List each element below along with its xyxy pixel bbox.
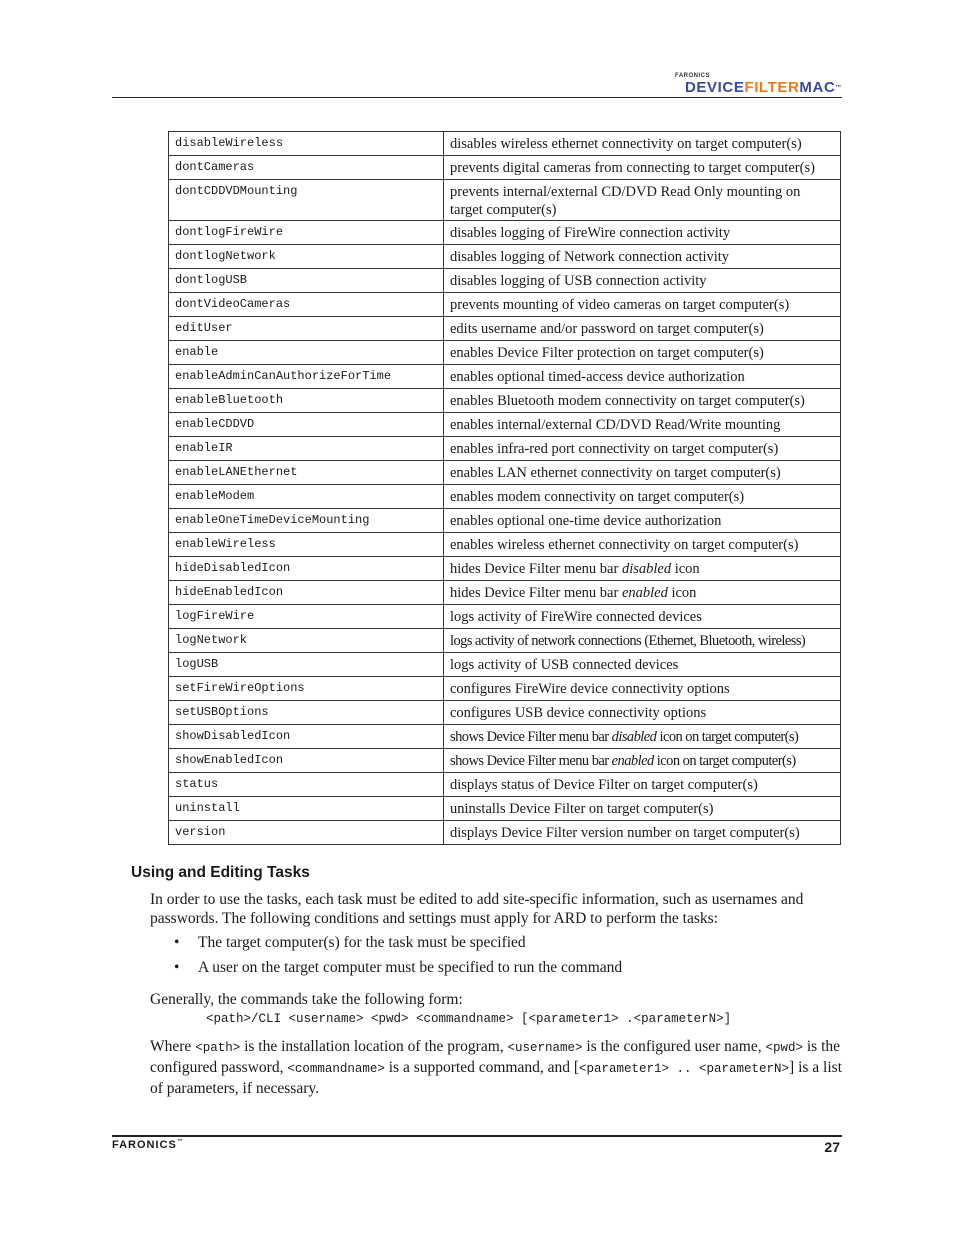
where-paragraph (150, 1037, 842, 1098)
command-description: enables wireless ethernet connectivity on target computer(s) (444, 533, 841, 557)
commandname-token: <commandname> (287, 1062, 385, 1076)
emphasis-text: enabled (611, 753, 654, 769)
list-item (150, 933, 622, 952)
table-row (169, 413, 841, 437)
command-description: enables optional one-time device authorization (444, 509, 841, 533)
where-text: is the installation location of the program, (240, 1038, 508, 1055)
command-name: setFireWireOptions (169, 677, 444, 701)
table-row (169, 461, 841, 485)
command-name: enableIR (169, 437, 444, 461)
command-description: uninstalls Device Filter on target computer(s) (444, 797, 841, 821)
list-item (150, 958, 622, 977)
footer-brand-text: FARONICS (112, 1139, 177, 1151)
logo-trademark: ™ (835, 85, 842, 91)
path-token: <path> (195, 1041, 241, 1055)
emphasis-text: enabled (621, 585, 668, 601)
where-text: is a supported command, and [ (384, 1059, 579, 1076)
username-token: <username> (507, 1041, 583, 1055)
where-text: ] is a list of parameters, if necessary. (150, 1059, 843, 1097)
command-description: disables logging of FireWire connection activity (444, 221, 841, 245)
table-row (169, 245, 841, 269)
table-row (169, 221, 841, 245)
command-description: enables modem connectivity on target computer(s) (444, 485, 841, 509)
command-description: disables logging of USB connection activity (444, 269, 841, 293)
table-row (169, 581, 841, 605)
table-row (169, 725, 841, 749)
command-description: enables Bluetooth modem connectivity on target computer(s) (444, 389, 841, 413)
command-description (444, 557, 841, 581)
logo-device: DEVICE (684, 79, 745, 96)
command-description: enables infra-red port connectivity on target computer(s) (444, 437, 841, 461)
header-divider (112, 97, 842, 98)
table-row (169, 821, 841, 845)
footer-logo (112, 1139, 184, 1151)
table-row (169, 485, 841, 509)
command-description (444, 725, 841, 749)
command-name: status (169, 773, 444, 797)
command-name: hideDisabledIcon (169, 557, 444, 581)
command-description (444, 581, 841, 605)
command-name: logNetwork (169, 629, 444, 653)
description-text: shows Device Filter menu bar (450, 729, 612, 745)
table-row (169, 293, 841, 317)
command-name: editUser (169, 317, 444, 341)
command-description: enables internal/external CD/DVD Read/Write mounting (444, 413, 841, 437)
table-row (169, 365, 841, 389)
command-name: dontCDDVDMounting (169, 180, 444, 221)
table-row (169, 132, 841, 156)
table-row (169, 389, 841, 413)
command-name: dontCameras (169, 156, 444, 180)
requirements-list (150, 933, 622, 983)
table-row (169, 653, 841, 677)
description-text: hides Device Filter menu bar (450, 585, 622, 601)
command-name: enableModem (169, 485, 444, 509)
table-row (169, 437, 841, 461)
command-description: enables Device Filter protection on target computer(s) (444, 341, 841, 365)
table-row (169, 180, 841, 221)
command-description: enables LAN ethernet connectivity on target computer(s) (444, 461, 841, 485)
table-row (169, 341, 841, 365)
list-item-text: A user on the target computer must be specified to run the command (198, 959, 623, 976)
table-row (169, 317, 841, 341)
command-name: showEnabledIcon (169, 749, 444, 773)
table-row (169, 156, 841, 180)
table-row (169, 749, 841, 773)
description-text: shows Device Filter menu bar (450, 753, 612, 769)
table-row (169, 533, 841, 557)
command-description: logs activity of USB connected devices (444, 653, 841, 677)
form-intro: Generally, the commands take the following form: (150, 991, 463, 1008)
description-text: hides Device Filter menu bar (450, 561, 622, 577)
command-description: disables logging of Network connection activity (444, 245, 841, 269)
table-row (169, 557, 841, 581)
description-text: icon (671, 561, 700, 577)
header-logo (675, 73, 842, 96)
logo-mac: MAC (799, 79, 836, 96)
command-name: dontVideoCameras (169, 293, 444, 317)
command-description: prevents digital cameras from connecting to target computer(s) (444, 156, 841, 180)
logo-filter: FILTER (744, 79, 800, 96)
description-text: icon on target computer(s) (653, 753, 796, 769)
emphasis-text: disabled (621, 561, 672, 577)
command-name: enableCDDVD (169, 413, 444, 437)
command-description: configures USB device connectivity options (444, 701, 841, 725)
command-description (444, 749, 841, 773)
table-row (169, 605, 841, 629)
command-name: dontlogFireWire (169, 221, 444, 245)
description-text: icon on target computer(s) (656, 729, 799, 745)
command-name: logFireWire (169, 605, 444, 629)
command-description: enables optional timed-access device authorization (444, 365, 841, 389)
command-syntax: <path>/CLI <username> <pwd> <commandname> [<parameter1> .<parameterN>] (206, 1012, 732, 1026)
table-row (169, 629, 841, 653)
footer-divider (112, 1135, 842, 1137)
command-description: configures FireWire device connectivity options (444, 677, 841, 701)
logo-product-name (675, 80, 842, 96)
where-text: is the configured password, (150, 1038, 841, 1076)
command-name: logUSB (169, 653, 444, 677)
command-name: enableWireless (169, 533, 444, 557)
command-name: showDisabledIcon (169, 725, 444, 749)
command-description: disables wireless ethernet connectivity on target computer(s) (444, 132, 841, 156)
command-name: dontlogUSB (169, 269, 444, 293)
table-row (169, 509, 841, 533)
intro-paragraph: In order to use the tasks, each task must be edited to add site-specific information, such as usernames and passwords. The following conditions and settings must apply for ARD to perform the tasks: (150, 891, 804, 927)
command-description: prevents internal/external CD/DVD Read Only mounting on target computer(s) (444, 180, 841, 221)
footer-trademark: ™ (176, 1139, 184, 1145)
command-name: enableOneTimeDeviceMounting (169, 509, 444, 533)
command-name: enable (169, 341, 444, 365)
pwd-token: <pwd> (765, 1041, 803, 1055)
command-name: setUSBOptions (169, 701, 444, 725)
command-name: enableBluetooth (169, 389, 444, 413)
command-name: hideEnabledIcon (169, 581, 444, 605)
table-row (169, 269, 841, 293)
list-item-text: The target computer(s) for the task must be specified (198, 934, 526, 951)
emphasis-text: disabled (611, 729, 657, 745)
section-heading: Using and Editing Tasks (131, 864, 310, 881)
table-row (169, 677, 841, 701)
command-name: uninstall (169, 797, 444, 821)
where-text: Where (150, 1038, 196, 1055)
command-name: version (169, 821, 444, 845)
command-description: edits username and/or password on target computer(s) (444, 317, 841, 341)
bullet-icon: • (174, 959, 180, 976)
where-text: is the configured user name, (582, 1038, 766, 1055)
command-description: displays Device Filter version number on target computer(s) (444, 821, 841, 845)
commands-table (168, 131, 841, 845)
command-name: dontlogNetwork (169, 245, 444, 269)
commands-table-body (169, 132, 841, 845)
command-name: enableAdminCanAuthorizeForTime (169, 365, 444, 389)
command-name: enableLANEthernet (169, 461, 444, 485)
page-number: 27 (824, 1139, 840, 1155)
description-text: icon (667, 585, 697, 601)
command-description: logs activity of network connections (Ethernet, Bluetooth, wireless) (444, 629, 841, 653)
command-name: disableWireless (169, 132, 444, 156)
command-description: logs activity of FireWire connected devices (444, 605, 841, 629)
command-description: displays status of Device Filter on target computer(s) (444, 773, 841, 797)
table-row (169, 773, 841, 797)
bullet-icon: • (174, 934, 180, 951)
parameters-token: <parameter1> .. <parameterN> (579, 1062, 790, 1076)
table-row (169, 701, 841, 725)
command-description: prevents mounting of video cameras on target computer(s) (444, 293, 841, 317)
table-row (169, 797, 841, 821)
logo-faronics-small: FARONICS (674, 73, 710, 79)
